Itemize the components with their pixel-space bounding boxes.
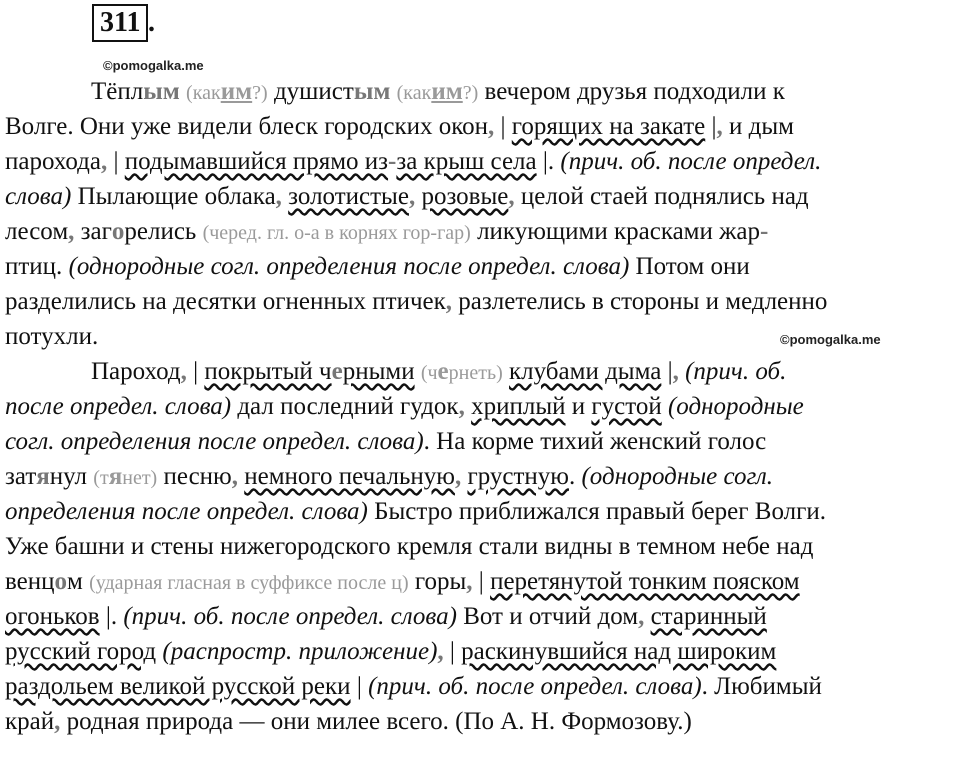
text-segment: , (231, 463, 238, 490)
text-line (5, 634, 960, 669)
text-segment: ликующими красками жар (470, 218, 761, 245)
text-segment: старинный (650, 603, 767, 630)
text-segment: золотистые (288, 183, 409, 210)
text-segment: (однородные (667, 393, 804, 420)
text-segment: , (275, 183, 282, 210)
text-segment: им (431, 78, 463, 105)
text-segment: подымавшийся прямо из (124, 148, 389, 175)
text-segment: родная природа — они милее всего. (По А. Н. Формозову.) (60, 708, 692, 735)
text-line (5, 109, 960, 144)
text-segment: хриплый (471, 393, 566, 420)
text-segment: - (760, 218, 769, 245)
text-line (5, 144, 960, 179)
text-line (5, 74, 960, 109)
text-segment: ым (353, 78, 391, 105)
text-segment: и дым (722, 113, 794, 140)
text-segment: целой стаей поднялись над (514, 183, 809, 210)
text-segment: ым (143, 78, 180, 105)
text-segment: немного печальную (244, 463, 455, 490)
text-segment: нет) (122, 467, 158, 489)
text-segment: , (101, 148, 108, 175)
text-segment: густой (591, 393, 662, 420)
text-line (5, 704, 960, 739)
text-segment: , (54, 708, 61, 735)
text-segment: раскинувшийся над широким (461, 638, 777, 665)
text-segment: о (111, 218, 125, 245)
text-segment: (ударная гласная в суффиксе после ц) (89, 572, 409, 594)
text-segment: им (220, 78, 253, 105)
text-segment: парохода (5, 148, 101, 175)
text-segment: Быстро приближался правый берег Волги. (367, 498, 826, 525)
text-segment: горящих на закате (511, 113, 706, 140)
text-segment: о (54, 568, 68, 595)
text-segment: релись (124, 218, 203, 245)
text-segment: покрытый ч (204, 358, 332, 385)
text-segment: , (458, 393, 465, 420)
text-segment: (прич. об. после определ. (560, 148, 822, 175)
text-segment: разделились на десятки огненных птичек (5, 288, 446, 315)
text-segment: | (350, 673, 369, 700)
text-line (5, 389, 960, 424)
text-segment: , (445, 288, 453, 315)
text-segment: , (68, 218, 75, 245)
text-segment: , (180, 358, 187, 385)
text-segment: русский город (5, 638, 157, 665)
text-segment: вечером друзья подходили к (478, 78, 785, 105)
text-line (5, 214, 960, 249)
text-segment: ?) (462, 82, 479, 104)
text-segment: , (716, 113, 723, 140)
text-segment: |. (536, 148, 561, 175)
text-segment: согл. определения после определ. слова) (5, 428, 424, 455)
text-segment: | (494, 113, 512, 140)
text-segment: разлетелись в стороны и медленно (452, 288, 828, 315)
text-segment: | (705, 113, 717, 140)
text-line (5, 179, 960, 214)
text-segment: (прич. об. после определ. слова) (368, 673, 702, 700)
text-segment: лесом (5, 218, 69, 245)
text-segment: зат (5, 463, 37, 490)
text-segment: песню (157, 463, 232, 490)
text-segment: (как (186, 82, 221, 104)
text-segment: . Любимый (701, 673, 822, 700)
text-line (5, 354, 960, 389)
watermark: ©pomogalka.me (103, 58, 204, 73)
text-segment: Тёпл (91, 78, 144, 105)
text-segment: , (488, 113, 495, 140)
exercise-text (5, 74, 960, 739)
text-segment: (т (93, 467, 109, 489)
exercise-number: 311 (92, 4, 148, 42)
text-segment: , (508, 183, 515, 210)
text-segment: раздольем великой русской реки (5, 673, 351, 700)
text-segment: слова) (5, 183, 72, 210)
text-segment: | (186, 358, 205, 385)
text-segment: огоньков (5, 603, 100, 630)
text-segment: (как (396, 82, 432, 104)
text-segment: . На корме тихий женский голос (423, 428, 767, 455)
text-segment: | (107, 148, 125, 175)
watermark: ©pomogalka.me (780, 332, 881, 347)
text-line (5, 529, 960, 564)
text-segment: |. (99, 603, 124, 630)
text-segment: (прич. об. (685, 358, 787, 385)
text-segment: розовые (421, 183, 509, 210)
text-line (5, 284, 960, 319)
text-segment: , (408, 183, 416, 210)
text-segment: Вот и отчий дом (456, 603, 639, 630)
text-segment: - (388, 148, 397, 175)
text-segment: я (108, 463, 123, 490)
text-segment: дал последний гудок (231, 393, 459, 420)
text-segment: е (437, 358, 449, 385)
text-line (5, 494, 960, 529)
text-segment: , (466, 568, 473, 595)
text-segment: Волге. Они уже видели блеск городских окон (5, 113, 489, 140)
text-segment: Уже башни и стены нижегородского кремля стали видны в темном небе над (5, 533, 814, 560)
text-segment: птиц. (5, 253, 69, 280)
text-segment: | (472, 568, 491, 595)
text-line (5, 319, 960, 354)
text-segment: заг (74, 218, 112, 245)
text-segment: , (437, 638, 444, 665)
text-segment: (однородные согл. (581, 463, 774, 490)
text-segment: край (5, 708, 55, 735)
text-line (5, 564, 960, 599)
text-segment: Пылающие облака (71, 183, 276, 210)
text-segment: венц (5, 568, 55, 595)
text-segment: ?) (252, 82, 268, 104)
text-line (5, 424, 960, 459)
text-segment: рнеть) (448, 362, 503, 384)
text-line (5, 599, 960, 634)
text-segment: грустную (467, 463, 569, 490)
text-segment: м (67, 568, 90, 595)
text-segment: , (454, 463, 462, 490)
text-segment: (черед. гл. о-а в корнях гор-гар) (202, 222, 471, 244)
text-segment: горы (408, 568, 467, 595)
text-segment: . (568, 463, 582, 490)
text-segment: | (661, 358, 673, 385)
text-segment: (однородные согл. определения после определ. слова) (68, 253, 630, 280)
text-segment: , (638, 603, 645, 630)
text-segment: Пароход (91, 358, 181, 385)
text-line (5, 459, 960, 494)
text-segment: после определ. слова) (5, 393, 232, 420)
text-segment: определения после определ. слова) (5, 498, 368, 525)
text-segment: (распростр. приложение) (162, 638, 438, 665)
text-segment: (прич. об. после определ. слова) (123, 603, 457, 630)
text-segment: я (36, 463, 50, 490)
text-segment: клубами дыма (509, 358, 662, 385)
text-segment: , (672, 358, 679, 385)
text-line (5, 669, 960, 704)
text-segment: е (331, 358, 343, 385)
text-segment: перетянутой тонким пояском (490, 568, 800, 595)
text-segment: | (443, 638, 462, 665)
text-line (5, 249, 960, 284)
text-segment: нул (49, 463, 94, 490)
text-segment: душист (267, 78, 354, 105)
text-segment: и (565, 393, 592, 420)
text-segment: (ч (420, 362, 438, 384)
text-segment: Потом они (629, 253, 750, 280)
exercise-number-dot: . (148, 7, 155, 38)
text-segment: потухли. (5, 323, 99, 350)
text-segment: рными (342, 358, 415, 385)
text-segment: за крыш села (396, 148, 537, 175)
